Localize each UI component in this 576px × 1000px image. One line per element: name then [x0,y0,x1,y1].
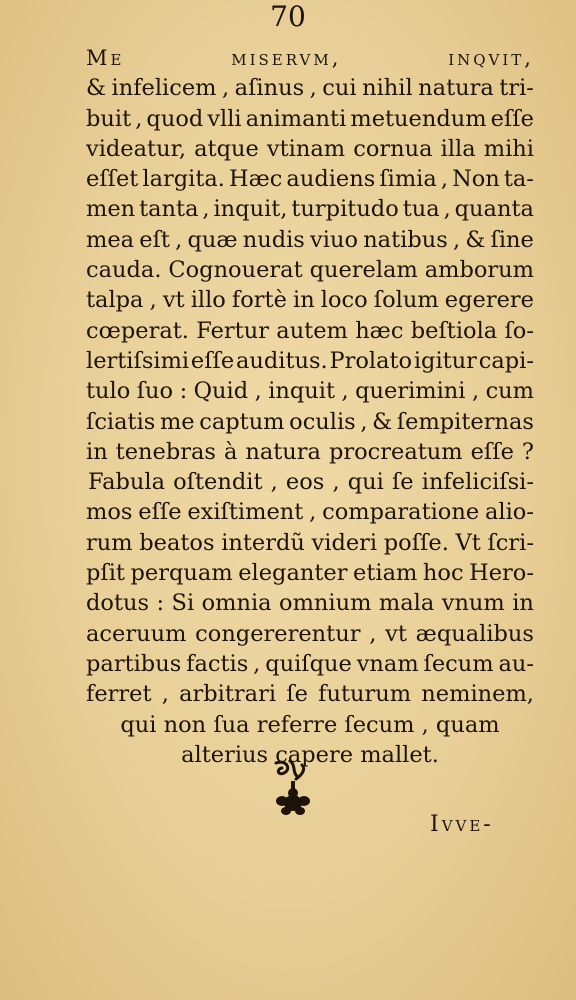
word: ſe [286,681,308,708]
word: infelicem [111,75,217,102]
word: tenebras [115,438,216,465]
word: & [86,75,107,102]
word: quod [146,105,204,132]
word: æqualibus [415,620,534,647]
word: & [372,408,393,435]
word: capi- [478,347,534,374]
word: animanti [245,105,347,132]
word: omnium [279,590,372,617]
word: Hero- [469,560,534,587]
word: eſſe [490,105,534,132]
word: mos [86,499,133,526]
word: hoc [422,560,464,587]
word: autem [276,317,348,344]
text-line [86,255,534,285]
word: talpa [86,287,144,314]
word: oculis [289,408,356,435]
word: , [443,196,451,223]
word: Non [452,166,500,193]
word: vnum [441,590,505,617]
word: , [332,469,340,496]
word: in [512,590,534,617]
word: eſt [139,226,170,253]
word: arbitrari [179,681,277,708]
word: mala [378,590,435,617]
word: poſſe. [383,529,449,556]
word: cœperat. [86,317,189,344]
word: omnia [201,590,272,617]
word: vtinam [266,135,346,162]
word: ferret [86,681,152,708]
word: Prolato [329,347,413,374]
word: mihi [483,135,534,162]
word: , [175,226,183,253]
word: aſinus [234,75,305,102]
word: beſtiola [410,317,498,344]
text-line [86,376,534,406]
word: Cognouerat [168,257,303,284]
word: eſſe [190,347,235,374]
word: , [202,196,210,223]
word: dotus [86,590,150,617]
word: querimini [355,378,466,405]
word: illa [440,135,476,162]
word: ſecum [423,650,494,677]
text-line [86,164,534,194]
word: querelam [309,257,418,284]
word: cui [322,75,357,102]
word: egerere [444,287,534,314]
word: tri- [499,75,534,102]
word: fortè [231,287,287,314]
text-line [86,649,534,679]
catchword: Ivve- [430,812,494,837]
word: hæc [355,317,404,344]
word: : [179,378,188,405]
word: natura [418,75,494,102]
word: inquit [268,378,336,405]
word: Vt [455,529,481,556]
text-line [86,134,534,164]
word: , [471,378,480,405]
word: , [270,469,278,496]
word: igitur [413,347,477,374]
word: factis [186,650,249,677]
word: quæ [187,226,238,253]
word: tanta [139,196,199,223]
word: : [156,590,165,617]
word: futurum [318,681,412,708]
word: , [360,408,368,435]
word: qui [347,469,384,496]
word: turpitudo [291,196,399,223]
text-line [86,588,534,618]
word: cauda. [86,257,162,284]
word: men [86,196,136,223]
word: à [223,438,238,465]
text-line [86,73,534,103]
word: , [253,650,261,677]
text-line [86,497,534,527]
word: rum [86,529,133,556]
word: ? [521,438,534,465]
text-line [86,619,534,649]
word: , [341,378,349,405]
word: ſe [391,469,414,496]
word: exiſtiment [187,499,304,526]
word: natibus [363,226,448,253]
word: Hæc [229,166,283,193]
word: , [254,378,262,405]
word: , [149,287,157,314]
word: procreatum [328,438,463,465]
word: , [452,226,461,253]
body-text [86,43,534,770]
word: atque [194,135,259,162]
word: congererentur [195,620,361,647]
word: nihil [362,75,413,102]
word: metuendum [350,105,487,132]
word: ſo- [504,317,534,344]
page-number: 70 [270,0,306,33]
word: buit [86,105,132,132]
text-line [86,679,534,709]
word: vt [162,287,185,314]
word: infeliciſsi- [421,469,534,496]
word: miservm, [231,46,342,70]
word: eſſe [138,499,182,526]
word: alio- [484,499,534,526]
text-line [86,346,534,376]
text-line [86,104,534,134]
word: tua [402,196,440,223]
word: captum [199,408,285,435]
word: audiens [286,166,376,193]
word: ſempiternas [396,408,534,435]
word: inqvit, [448,46,534,70]
word: inquit, [213,196,288,223]
word: vnam [356,650,419,677]
word: interdũ [221,529,305,556]
text-line [86,528,534,558]
word: oſtendit [173,469,263,496]
word: ſine [490,226,534,253]
text-line [86,225,534,255]
word: vt [385,620,407,647]
word: partibus [86,650,182,677]
word: neminem, [421,681,534,708]
text-line [86,285,534,315]
word: eleganter [238,560,348,587]
word: ſolum [373,287,439,314]
word: ſcri- [487,529,534,556]
word: largita. [142,166,225,193]
word: loco [320,287,368,314]
word: in [86,438,108,465]
word: ta- [503,166,534,193]
word: pſit [86,560,125,587]
word: ſimia [379,166,437,193]
word: natura [245,438,321,465]
word: illo [190,287,226,314]
word: , [440,166,449,193]
word: , [309,75,317,102]
word: perquam [130,560,233,587]
word: au- [498,650,534,677]
text-line [86,194,534,224]
word: Fertur [196,317,269,344]
text-line [86,316,534,346]
word: lertiſsimi [86,347,190,374]
word: & [465,226,486,253]
word: comparatione [322,499,480,526]
word: Quid [193,378,249,405]
word: , [309,499,317,526]
word: viuo [310,226,358,253]
word: Me [86,46,125,70]
word: quiſque [265,650,352,677]
word: videri [311,529,378,556]
word: , [135,105,143,132]
word: eſſet [86,166,139,193]
word: in [293,287,315,314]
word: Fabula [88,469,166,496]
word: , [369,620,377,647]
word: etiam [353,560,418,587]
word: me [159,408,195,435]
fleuron-ornament-icon [262,757,324,821]
word: , [161,681,169,708]
text-line [86,558,534,588]
text-line [86,437,534,467]
text-line [86,407,534,437]
text-line [86,43,534,73]
word: eos [285,469,325,496]
word: Si [171,590,195,617]
word: ſuo [136,378,174,405]
word: eſſe [470,438,514,465]
word: ſciatis [86,408,156,435]
word: videatur, [86,135,187,162]
word: cornua [353,135,433,162]
word: amborum [424,257,534,284]
word: beatos [139,529,215,556]
word: vlli [207,105,242,132]
word: cum [485,378,534,405]
word: aceruum [86,620,187,647]
word: tulo [86,378,131,405]
text-line: qui non ſua referre ſecum , quam [120,711,500,738]
word: nudis [242,226,305,253]
word: auditus. [235,347,328,374]
text-line: alterius capere mallet. [181,741,439,768]
word: mea [86,226,135,253]
word: quanta [454,196,534,223]
text-line [86,467,534,497]
word: , [222,75,230,102]
